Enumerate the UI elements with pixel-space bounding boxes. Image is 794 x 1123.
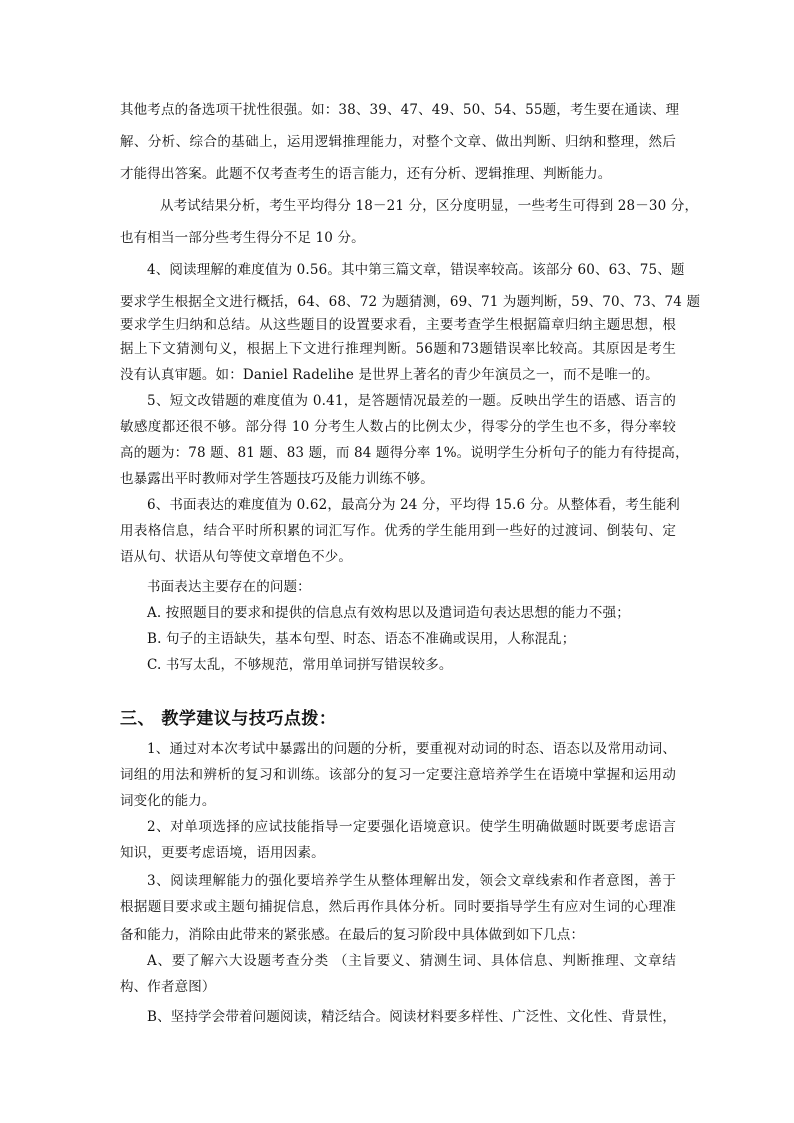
paragraph-line: 解、分析、综合的基础上，运用逻辑推理能力，对整个文章、做出判断、归纳和整理，然后	[120, 134, 676, 150]
paragraph-line: 6、书面表达的难度值为 0.62，最高分为 24 分，平均得 15.6 分。从整体看，考生能利	[147, 497, 680, 513]
paragraph-line: 其他考点的备选项干扰性很强。如：38、39、47、49、50、54、55题，考生要在通读、理	[120, 102, 680, 118]
paragraph-line: 高的题为：78 题、81 题、83 题，而 84 题得分率 1%。说明学生分析句子的能力有待提高，	[120, 445, 689, 461]
paragraph-line: 1、通过对本次考试中暴露出的问题的分析，要重视对动词的时态、语态以及常用动词、	[147, 741, 676, 757]
paragraph-line: 用表格信息，结合平时所积累的词汇写作。优秀的学生能用到一些好的过渡词、倒装句、定	[120, 523, 676, 539]
paragraph-line: 也有相当一部分些考生得分不足 10 分。	[120, 230, 365, 246]
list-item: A. 按照题目的要求和提供的信息点有效构思以及遣词造句表达思想的能力不强；	[147, 605, 630, 621]
section-heading: 三、 教学建议与技巧点拨：	[120, 709, 337, 729]
paragraph-line: 词组的用法和辨析的复习和训练。该部分的复习一定要注意培养学生在语境中掌握和运用动	[120, 767, 676, 783]
paragraph-line: 从考试结果分析，考生平均得分 18－21 分，区分度明显，一些考生可得到 28－30 分，	[160, 198, 699, 214]
paragraph-line: 才能得出答案。此题不仅考查考生的语言能力，还有分析、逻辑推理、判断能力。	[120, 166, 612, 182]
paragraph-line: 敏感度都还很不够。部分得 10 分考生人数占的比例太少，得零分的学生也不多，得分率较	[120, 419, 676, 435]
paragraph-line: 语从句、状语从句等使文章增色不少。	[120, 549, 353, 565]
paragraph-line: 要求学生根据全文进行概括，64、68、72 为题猜测，69、71 为题判断，59、70、73、74 题	[120, 294, 701, 310]
paragraph-line: A、要了解六大设题考查分类 （主旨要义、猜测生词、具体信息、判断推理、文章结	[147, 953, 676, 969]
list-item: B. 句子的主语缺失，基本句型、时态、语态不准确或误用，人称混乱；	[147, 631, 576, 647]
paragraph-line: 词变化的能力。	[120, 793, 216, 809]
paragraph-line: B、坚持学会带着问题阅读，精泛结合。阅读材料要多样性、广泛性、文化性、背景性，	[147, 1009, 676, 1025]
paragraph-line: 要求学生归纳和总结。从这些题目的设置要求看，主要考查学生根据篇章归纳主题思想，根	[120, 317, 676, 333]
paragraph-line: 4、阅读理解的难度值为 0.56。其中第三篇文章，错误率较高。该部分 60、63、75、题	[147, 262, 685, 278]
list-item: C. 书写太乱，不够规范，常用单词拼写错误较多。	[147, 657, 453, 673]
paragraph-line: 5、短文改错题的难度值为 0.41，是答题情况最差的一题。反映出学生的语感、语言的	[147, 393, 676, 409]
paragraph-line: 书面表达主要存在的问题：	[147, 579, 311, 595]
paragraph-line: 据上下文猜测句义，根据上下文进行推理判断。56题和73题错误率比较高。其原因是考生	[120, 341, 676, 357]
paragraph-line: 2、对单项选择的应试技能指导一定要强化语境意识。使学生明确做题时既要考虑语言	[147, 819, 676, 835]
paragraph-line: 备和能力，消除由此带来的紧张感。在最后的复习阶段中具体做到如下几点：	[120, 927, 585, 943]
paragraph-line: 没有认真审题。如：Daniel Radelihe 是世界上著名的青少年演员之一，而不是唯一的。	[120, 367, 659, 383]
paragraph-line: 3、阅读理解能力的强化要培养学生从整体理解出发，领会文章线索和作者意图，善于	[147, 873, 676, 889]
paragraph-line: 构、作者意图）	[120, 979, 216, 995]
paragraph-line: 知识，更要考虑语境，语用因素。	[120, 845, 325, 861]
paragraph-line: 根据题目要求或主题句捕捉信息，然后再作具体分析。同时要指导学生有应对生词的心理准	[120, 899, 676, 915]
paragraph-line: 也暴露出平时教师对学生答题技巧及能力训练不够。	[120, 471, 434, 487]
